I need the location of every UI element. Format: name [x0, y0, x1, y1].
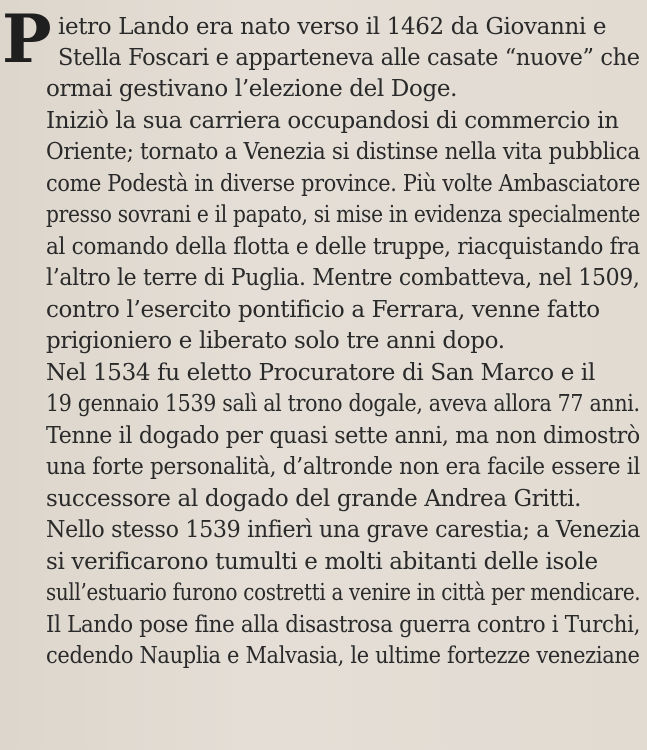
- text-line: Il Lando pose fine alla disastrosa guerra contro i Turchi,: [46, 612, 641, 638]
- text-line: Iniziò la sua carriera occupandosi di commercio in: [46, 108, 619, 134]
- text-line: cedendo Nauplia e Malvasia, le ultime fortezze veneziane: [46, 643, 640, 669]
- text-line: l’altro le terre di Puglia. Mentre combatteva, nel 1509,: [46, 265, 640, 291]
- text-line: prigioniero e liberato solo tre anni dopo.: [46, 328, 505, 354]
- text-line: successore al dogado del grande Andrea Gritti.: [46, 486, 582, 512]
- text-line: 19 gennaio 1539 salì al trono dogale, aveva allora 77 anni.: [46, 391, 640, 417]
- text-line: come Podestà in diverse province. Più volte Ambasciatore: [46, 171, 641, 197]
- text-line: Stella Foscari e apparteneva alle casate “nuove” che: [58, 45, 640, 71]
- text-line: si verificarono tumulti e molti abitanti delle isole: [46, 549, 598, 575]
- text-line: presso sovrani e il papato, si mise in evidenza specialmente: [46, 202, 641, 228]
- text-line: Nel 1534 fu eletto Procuratore di San Marco e il: [46, 360, 595, 386]
- text-line: sull’estuario furono costretti a venire in città per mendicare.: [46, 580, 641, 606]
- text-line: Tenne il dogado per quasi sette anni, ma non dimostrò: [46, 423, 640, 449]
- text-line: al comando della flotta e delle truppe, riacquistando fra: [46, 234, 640, 260]
- text-line: ormai gestivano l’elezione del Doge.: [46, 76, 458, 102]
- text-line: ietro Lando era nato verso il 1462 da Giovanni e: [58, 14, 607, 40]
- text-line: contro l’esercito pontificio a Ferrara, venne fatto: [46, 297, 600, 323]
- text-line: Nello stesso 1539 infierì una grave carestia; a Venezia: [46, 517, 641, 543]
- text-line: una forte personalità, d’altronde non era facile essere il: [46, 454, 640, 480]
- drop-cap: P: [2, 0, 52, 78]
- text-line: Oriente; tornato a Venezia si distinse nella vita pubblica: [46, 139, 640, 165]
